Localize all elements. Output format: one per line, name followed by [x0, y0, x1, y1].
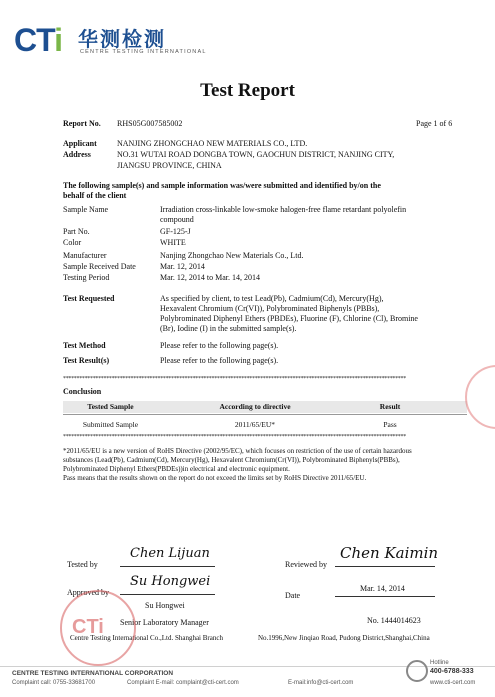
footer-hotline: 400-6788-333	[430, 668, 474, 675]
cell-directive: 2011/65/EU*	[234, 420, 276, 429]
note-line1: *2011/65/EU is a new version of RoHS Directive (2002/95/EC), which focuses on restriction of the use of certain hazardous	[63, 447, 412, 455]
approver-name: Su Hongwei	[145, 601, 185, 610]
approved-by-label: Approved by	[67, 588, 109, 597]
address-line2: JIANGSU PROVINCE, CHINA	[117, 161, 222, 170]
date-value: Mar. 14, 2014	[360, 584, 405, 593]
footer-email: E-mail:info@cti-cert.com	[288, 680, 354, 686]
manufacturer-value: Nanjing Zhongchao New Materials Co., Ltd.	[160, 251, 304, 260]
color-label: Color	[63, 238, 82, 247]
test-method-value: Please refer to the following page(s).	[160, 341, 279, 350]
manufacturer-label: Manufacturer	[63, 251, 107, 260]
applicant-value: NANJING ZHONGCHAO NEW MATERIALS CO., LTD.	[117, 139, 308, 148]
note-line3: Polybrominated Diphenyl Ethers(PBDEs))in electrical and electronic equipment.	[63, 465, 290, 473]
sample-name-line1: Irradiation cross-linkable low-smoke halogen-free flame retardant polyolefin	[160, 205, 407, 214]
date-line	[335, 596, 435, 597]
test-requested-line3: Polybrominated Diphenyl Ethers (PBDEs), Fluorine (F), Chlorine (Cl), Bromine	[160, 314, 418, 323]
sample-name-line2: compound	[160, 215, 194, 224]
test-requested-line2: Hexavalent Chromium (Cr(VI)), Polybrominated Biphenyls (PBBs),	[160, 304, 380, 313]
test-result-value: Please refer to the following page(s).	[160, 356, 279, 365]
tested-signature: Chen Lijuan	[130, 546, 210, 561]
footer-complaint-call: Complaint call: 0755-33681700	[12, 680, 96, 686]
intro-line2: behalf of the client	[63, 191, 127, 200]
footer-hotline-label: Hotline	[430, 660, 449, 666]
test-requested-label: Test Requested	[63, 294, 115, 303]
star-separator-top: *******************************************************************************************************************************	[63, 376, 406, 382]
approved-signature: Su Hongwei	[130, 574, 211, 589]
star-separator-bottom: *******************************************************************************************************************************	[63, 434, 406, 440]
tested-by-label: Tested by	[67, 560, 98, 569]
date-label: Date	[285, 591, 301, 600]
col-header-tested-sample: Tested Sample	[87, 402, 134, 411]
col-header-directive: According to directive	[219, 402, 291, 411]
test-method-label: Test Method	[63, 341, 106, 350]
lab-name: Centre Testing International Co.,Ltd. Shanghai Branch	[70, 634, 223, 642]
tested-sig-line	[120, 566, 215, 567]
col-header-result: Result	[379, 402, 401, 411]
cti-logo: CTi	[14, 22, 62, 58]
lab-address: No.1996,New Jinqiao Road, Pudong District,Shanghai,China	[258, 634, 430, 642]
stamp-logo: CTi	[72, 616, 104, 638]
testing-period-value: Mar. 12, 2014 to Mar. 14, 2014	[160, 273, 260, 282]
phone-icon	[406, 660, 428, 682]
note-line4: Pass means that the results shown on the report do not exceed the limits set by RoHS Directive 2011/65/EU.	[63, 474, 367, 482]
cell-tested-sample: Submitted Sample	[82, 420, 139, 429]
test-result-label: Test Result(s)	[63, 356, 110, 365]
logo-chinese-name: 华测检测	[78, 27, 166, 51]
part-no-value: GF-125-J	[160, 227, 191, 236]
conclusion-label: Conclusion	[63, 387, 102, 396]
part-no-label: Part No.	[63, 227, 90, 236]
test-requested-line4: (Br), Iodine (I) in the submitted sample(s).	[160, 324, 297, 333]
address-label: Address	[63, 150, 91, 159]
testing-period-label: Testing Period	[63, 273, 110, 282]
applicant-label: Applicant	[63, 139, 97, 148]
reviewed-by-label: Reviewed by	[285, 560, 327, 569]
report-no-label: Report No.	[63, 119, 101, 128]
received-date-label: Sample Received Date	[63, 262, 136, 271]
reviewed-signature: Chen Kaimin	[340, 544, 439, 562]
table-divider	[63, 414, 467, 415]
page-number: Page 1 of 6	[416, 119, 453, 128]
reviewed-sig-line	[335, 566, 435, 567]
test-requested-line1: As specified by client, to test Lead(Pb), Cadmium(Cd), Mercury(Hg),	[160, 294, 384, 303]
sample-name-label: Sample Name	[63, 205, 109, 214]
report-serial-no: No. 1444014623	[367, 616, 421, 625]
side-seal-stamp	[465, 365, 495, 429]
footer-website[interactable]: www.cti-cert.com	[430, 680, 476, 686]
footer-company: CENTRE TESTING INTERNATIONAL CORPORATION	[12, 670, 174, 677]
logo-english-name: CENTRE TESTING INTERNATIONAL	[80, 49, 207, 55]
page-title: Test Report	[200, 80, 295, 101]
report-no-value: RHS05G007585002	[117, 119, 183, 128]
approver-title: Senior Laboratory Manager	[120, 618, 209, 627]
approved-sig-line	[120, 594, 215, 595]
note-line2: substances (Lead(Pb), Cadmium(Cd), Mercury(Hg), Hexavalent Chromium(Cr(VI)), Polybrominated Biphenyls(PBBs),	[63, 456, 400, 464]
address-line1: NO.31 WUTAI ROAD DONGBA TOWN, GAOCHUN DISTRICT, NANJING CITY,	[117, 150, 395, 159]
color-value: WHITE	[160, 238, 186, 247]
cell-result: Pass	[383, 420, 397, 429]
intro-line1: The following sample(s) and sample information was/were submitted and identified by/on the	[63, 181, 381, 190]
received-date-value: Mar. 12, 2014	[160, 262, 205, 271]
footer-complaint-email: Complaint E-mail: complaint@cti-cert.com	[127, 680, 239, 686]
